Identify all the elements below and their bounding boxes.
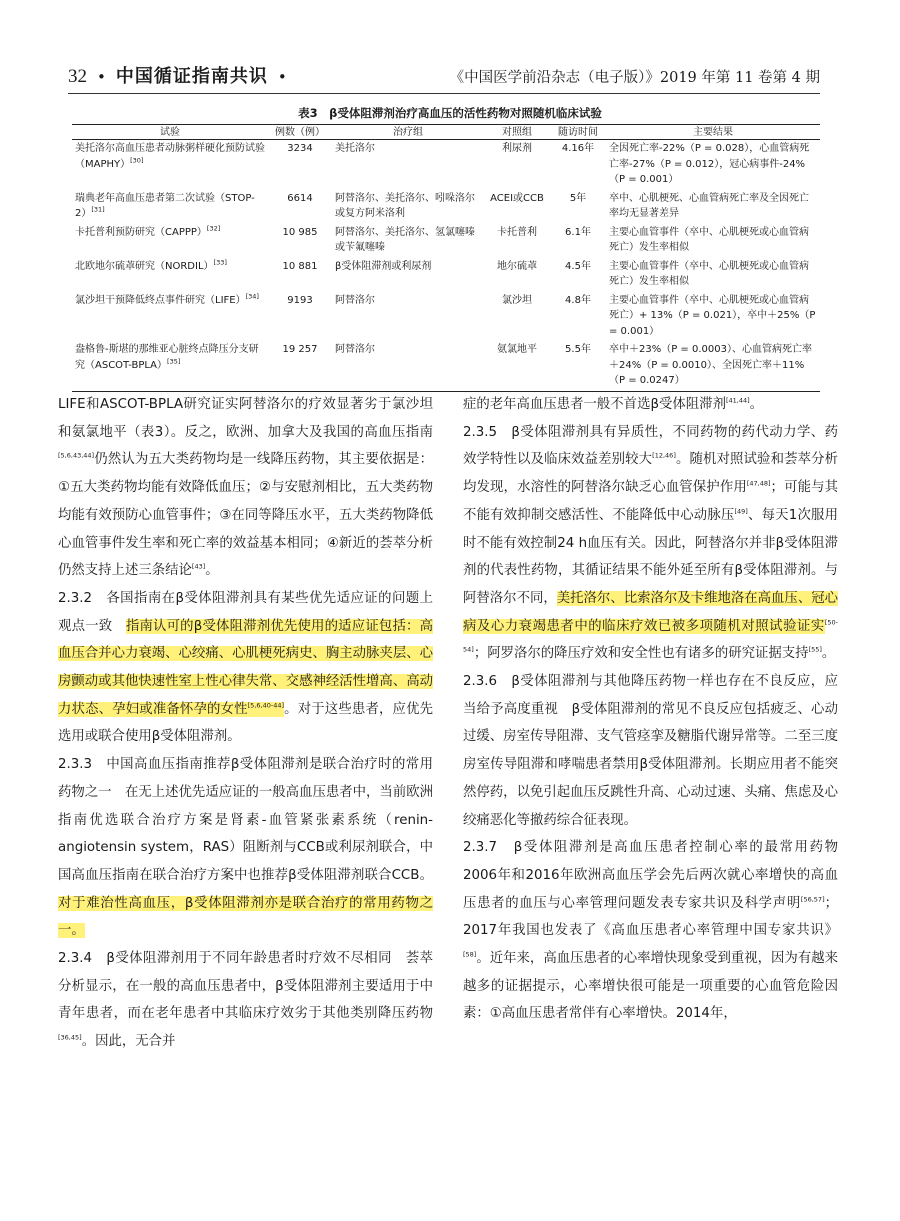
left-column — [58, 391, 433, 1056]
table-row — [72, 341, 820, 391]
table-row — [72, 224, 820, 258]
cell-control: 氯沙坦 — [502, 294, 532, 306]
right-column — [463, 391, 852, 1056]
running-header — [68, 62, 820, 88]
cell-result: 卒中＋23%（P = 0.0003）、心血管病死亡率＋24%（P = 0.0010）、全因死亡率＋11%（P = 0.0247） — [606, 341, 820, 391]
table-caption: 表3 β受体阻滞剂治疗高血压的活性药物对照随机临床试验 — [298, 106, 602, 120]
cell-control: 氨氯地平 — [484, 341, 550, 391]
highlight: 美托洛尔、比索洛尔及卡维地洛在高血压、冠心病及心力衰竭患者中的临床疗效已被多项随机对照试验证实 — [463, 590, 838, 634]
cell-trial: 美托洛尔高血压患者动脉粥样硬化预防试验（MAPHY）[30] — [75, 143, 265, 170]
th-result: 主要结果 — [606, 125, 820, 140]
paragraph: 症的老年高血压患者一般不首选β受体阻滞剂[41,44]。 — [463, 396, 764, 412]
table-row — [72, 292, 820, 342]
cell-treat: 阿替洛尔、美托洛尔、氢氯噻嗪或苄氟噻嗪 — [335, 226, 475, 253]
cell-treat: 阿替洛尔 — [332, 341, 484, 391]
cell-follow: 6.1年 — [565, 226, 591, 238]
th-treat: 治疗组 — [332, 125, 484, 140]
cell-n: 19 257 — [268, 341, 332, 391]
cell-follow: 5年 — [569, 192, 587, 204]
cell-treat: β受体阻滞剂或利尿剂 — [335, 260, 432, 272]
paragraph-2-3-6: 2.3.6 β受体阻滞剂与其他降压药物一样也存在不良反应，应当给予高度重视 β受体阻滞剂的常见不良反应包括疲乏、心动过缓、房室传导阻滞、支气管痉挛及糖脂代谢异常等。二至三度房室传导阻滞和哮喘患者禁用β受体阻滞剂。长期应用者不能突然停药，以免引起血压反跳性升高、心动过速、头痛、焦虑及心绞痛恶化等撤药综合征表现。 — [463, 674, 838, 828]
journal-name: 《中国医学前沿杂志（电子版）》2019 年第 11 卷第 4 期 — [449, 70, 820, 86]
th-follow: 随访时间 — [550, 125, 606, 140]
paragraph-2-3-5: 2.3.5 β受体阻滞剂具有异质性，不同药物的药代动力学、药效学特性以及临床效益差别较大[12,46]。随机对照试验和荟萃分析均发现，水溶性的阿替洛尔缺乏心血管保护作用[47,48]；可能与其不能有效抑制交感活性、不能降低中心动脉压[49]、每天1次服用时不能有效控制24 h血压有关。因此，阿替洛尔并非β受体阻滞剂的代表性药物，其循证结果不能外延至所有β受体阻滞剂。与阿替洛尔不同，美托洛尔、比索洛尔及卡维地洛在高血压、冠心病及心力衰竭患者中的临床疗效已被多项随机对照试验证实[50-54]；阿罗洛尔的降压疗效和安全性也有诸多的研究证据支持[55]。 — [463, 424, 839, 662]
paragraph-2-3-2: 2.3.2 各国指南在β受体阻滞剂具有某些优先适应证的问题上观点一致 指南认可的β受体阻滞剂优先使用的适应证包括：高血压合并心力衰竭、心绞痛、心肌梗死病史、胸主动脉夹层、心房颤动或其他快速性室上性心律失常、交感神经活性增高、高动力状态、孕妇或准备怀孕的女性[5,6,40-44]。对于这些患者，应优先选用或联合使用β受体阻滞剂。 — [58, 590, 434, 745]
cell-n: 10 985 — [282, 226, 318, 238]
table-header-row — [72, 125, 820, 140]
page-number: 32 — [68, 66, 87, 87]
th-n: 例数（例） — [268, 125, 332, 140]
th-control: 对照组 — [484, 125, 550, 140]
cell-result: 全因死亡率-22%（P = 0.028），心血管病死亡率-27%（P = 0.012），冠心病事件-24%（P = 0.001） — [609, 143, 810, 185]
table-row — [72, 258, 820, 292]
table-row — [72, 190, 820, 224]
cell-n: 6614 — [287, 192, 313, 204]
cell-n: 10 881 — [282, 260, 318, 272]
cell-trial: 瑞典老年高血压患者第二次试验（STOP-2）[31] — [75, 192, 255, 219]
cell-treat: 阿替洛尔、美托洛尔、吲哚洛尔或复方阿米洛利 — [335, 192, 475, 219]
th-trial: 试验 — [72, 125, 268, 140]
cell-follow: 4.16年 — [561, 143, 595, 154]
cell-trial: 卡托普利预防研究（CAPPP）[32] — [75, 224, 221, 238]
header-left — [68, 62, 297, 88]
cell-trial: 北欧地尔硫䓬研究（NORDIL）[33] — [75, 258, 227, 272]
trials-table — [72, 124, 820, 392]
cell-follow: 4.5年 — [565, 260, 591, 272]
cell-result: 主要心血管事件（卒中、心肌梗死或心血管病死亡）发生率相似 — [609, 260, 809, 287]
table-row — [72, 140, 820, 190]
cell-treat: 美托洛尔 — [335, 143, 375, 154]
cell-result: 主要心血管事件（卒中、心肌梗死或心血管病死亡）发生率相似 — [609, 226, 809, 253]
cell-follow: 5.5年 — [550, 341, 606, 391]
cell-trial: 氯沙坦干预降低终点事件研究（LIFE）[34] — [75, 292, 259, 306]
paragraph-2-3-4: 2.3.4 β受体阻滞剂用于不同年龄患者时疗效不尽相同 荟萃分析显示，在一般的高血压患者中，β受体阻滞剂主要适用于中青年患者，而在老年患者中其临床疗效劣于其他类别降压药物[36,45]。因此，无合并 — [58, 951, 433, 1050]
paragraph: LIFE和ASCOT-BPLA研究证实阿替洛尔的疗效显著劣于氯沙坦和氨氯地平（表3）。反之，欧洲、加拿大及我国的高血压指南[5,6,43,44]仍然认为五大类药物均是一线降压药物，其主要依据是：①五大类药物均能有效降低血压；②与安慰剂相比，五大类药物均能有效预防心血管事件；③在同等降压水平，五大类药物降低心血管事件发生率和死亡率的效益基本相同；④新近的荟萃分析仍然支持上述三条结论[43]。 — [58, 397, 433, 579]
cell-control: 利尿剂 — [502, 143, 532, 154]
cell-trial: 盎格鲁-斯堪的那维亚心脏终点降压分支研究（ASCOT-BPLA）[35] — [72, 341, 268, 391]
highlight: 对于难治性高血压，β受体阻滞剂亦是联合治疗的常用药物之一。 — [58, 895, 433, 939]
header-dot: • — [97, 68, 106, 86]
section-title: 中国循证指南共识 — [115, 66, 268, 87]
paragraph-2-3-7: 2.3.7 β受体阻滞剂是高血压患者控制心率的最常用药物 2006年和2016年欧洲高血压学会先后两次就心率增快的高血压患者的血压与心率管理问题发表专家共识及科学声明[56,57]；2017年我国也发表了《高血压患者心率管理中国专家共识》[58]。近年来，高血压患者的心率增快现象受到重视，因为有越来越多的证据提示，心率增快很可能是一项重要的心血管危险因素：①高血压患者常伴有心率增快。2014年， — [463, 840, 852, 1022]
header-dot: • — [277, 68, 287, 86]
body-columns — [58, 391, 852, 1056]
cell-n: 3234 — [287, 143, 313, 154]
cell-result: 主要心血管事件（卒中、心肌梗死或心血管病死亡）+ 13%（P = 0.021），卒中＋25%（P = 0.001） — [609, 294, 816, 337]
cell-control: 卡托普利 — [497, 226, 537, 238]
cell-n: 9193 — [287, 294, 313, 306]
cell-treat: 阿替洛尔 — [335, 294, 375, 306]
cell-control: ACEI或CCB — [490, 192, 544, 204]
cell-follow: 4.8年 — [565, 294, 591, 306]
cell-result: 卒中、心肌梗死、心血管病死亡率及全因死亡率均无显著差异 — [609, 192, 809, 219]
cell-control: 地尔硫䓬 — [497, 260, 537, 272]
paragraph-2-3-3: 2.3.3 中国高血压指南推荐β受体阻滞剂是联合治疗时的常用药物之一 在无上述优先适应证的一般高血压患者中，当前欧洲指南优选联合治疗方案是肾素-血管紧张素系统（renin-angiotensin system，RAS）阻断剂与CCB或利尿剂联合，中国高血压指南在联合治疗方案中也推荐β受体阻滞剂联合CCB。对于难治性高血压，β受体阻滞剂亦是联合治疗的常用药物之一。 — [58, 757, 433, 939]
header-rule — [68, 93, 820, 94]
highlight: 指南认可的β受体阻滞剂优先使用的适应证包括：高血压合并心力衰竭、心绞痛、心肌梗死病史、胸主动脉夹层、心房颤动或其他快速性室上性心律失常、交感神经活性增高、高动力状态、孕妇或准备怀孕的女性[5,6,40-44] — [58, 618, 434, 717]
